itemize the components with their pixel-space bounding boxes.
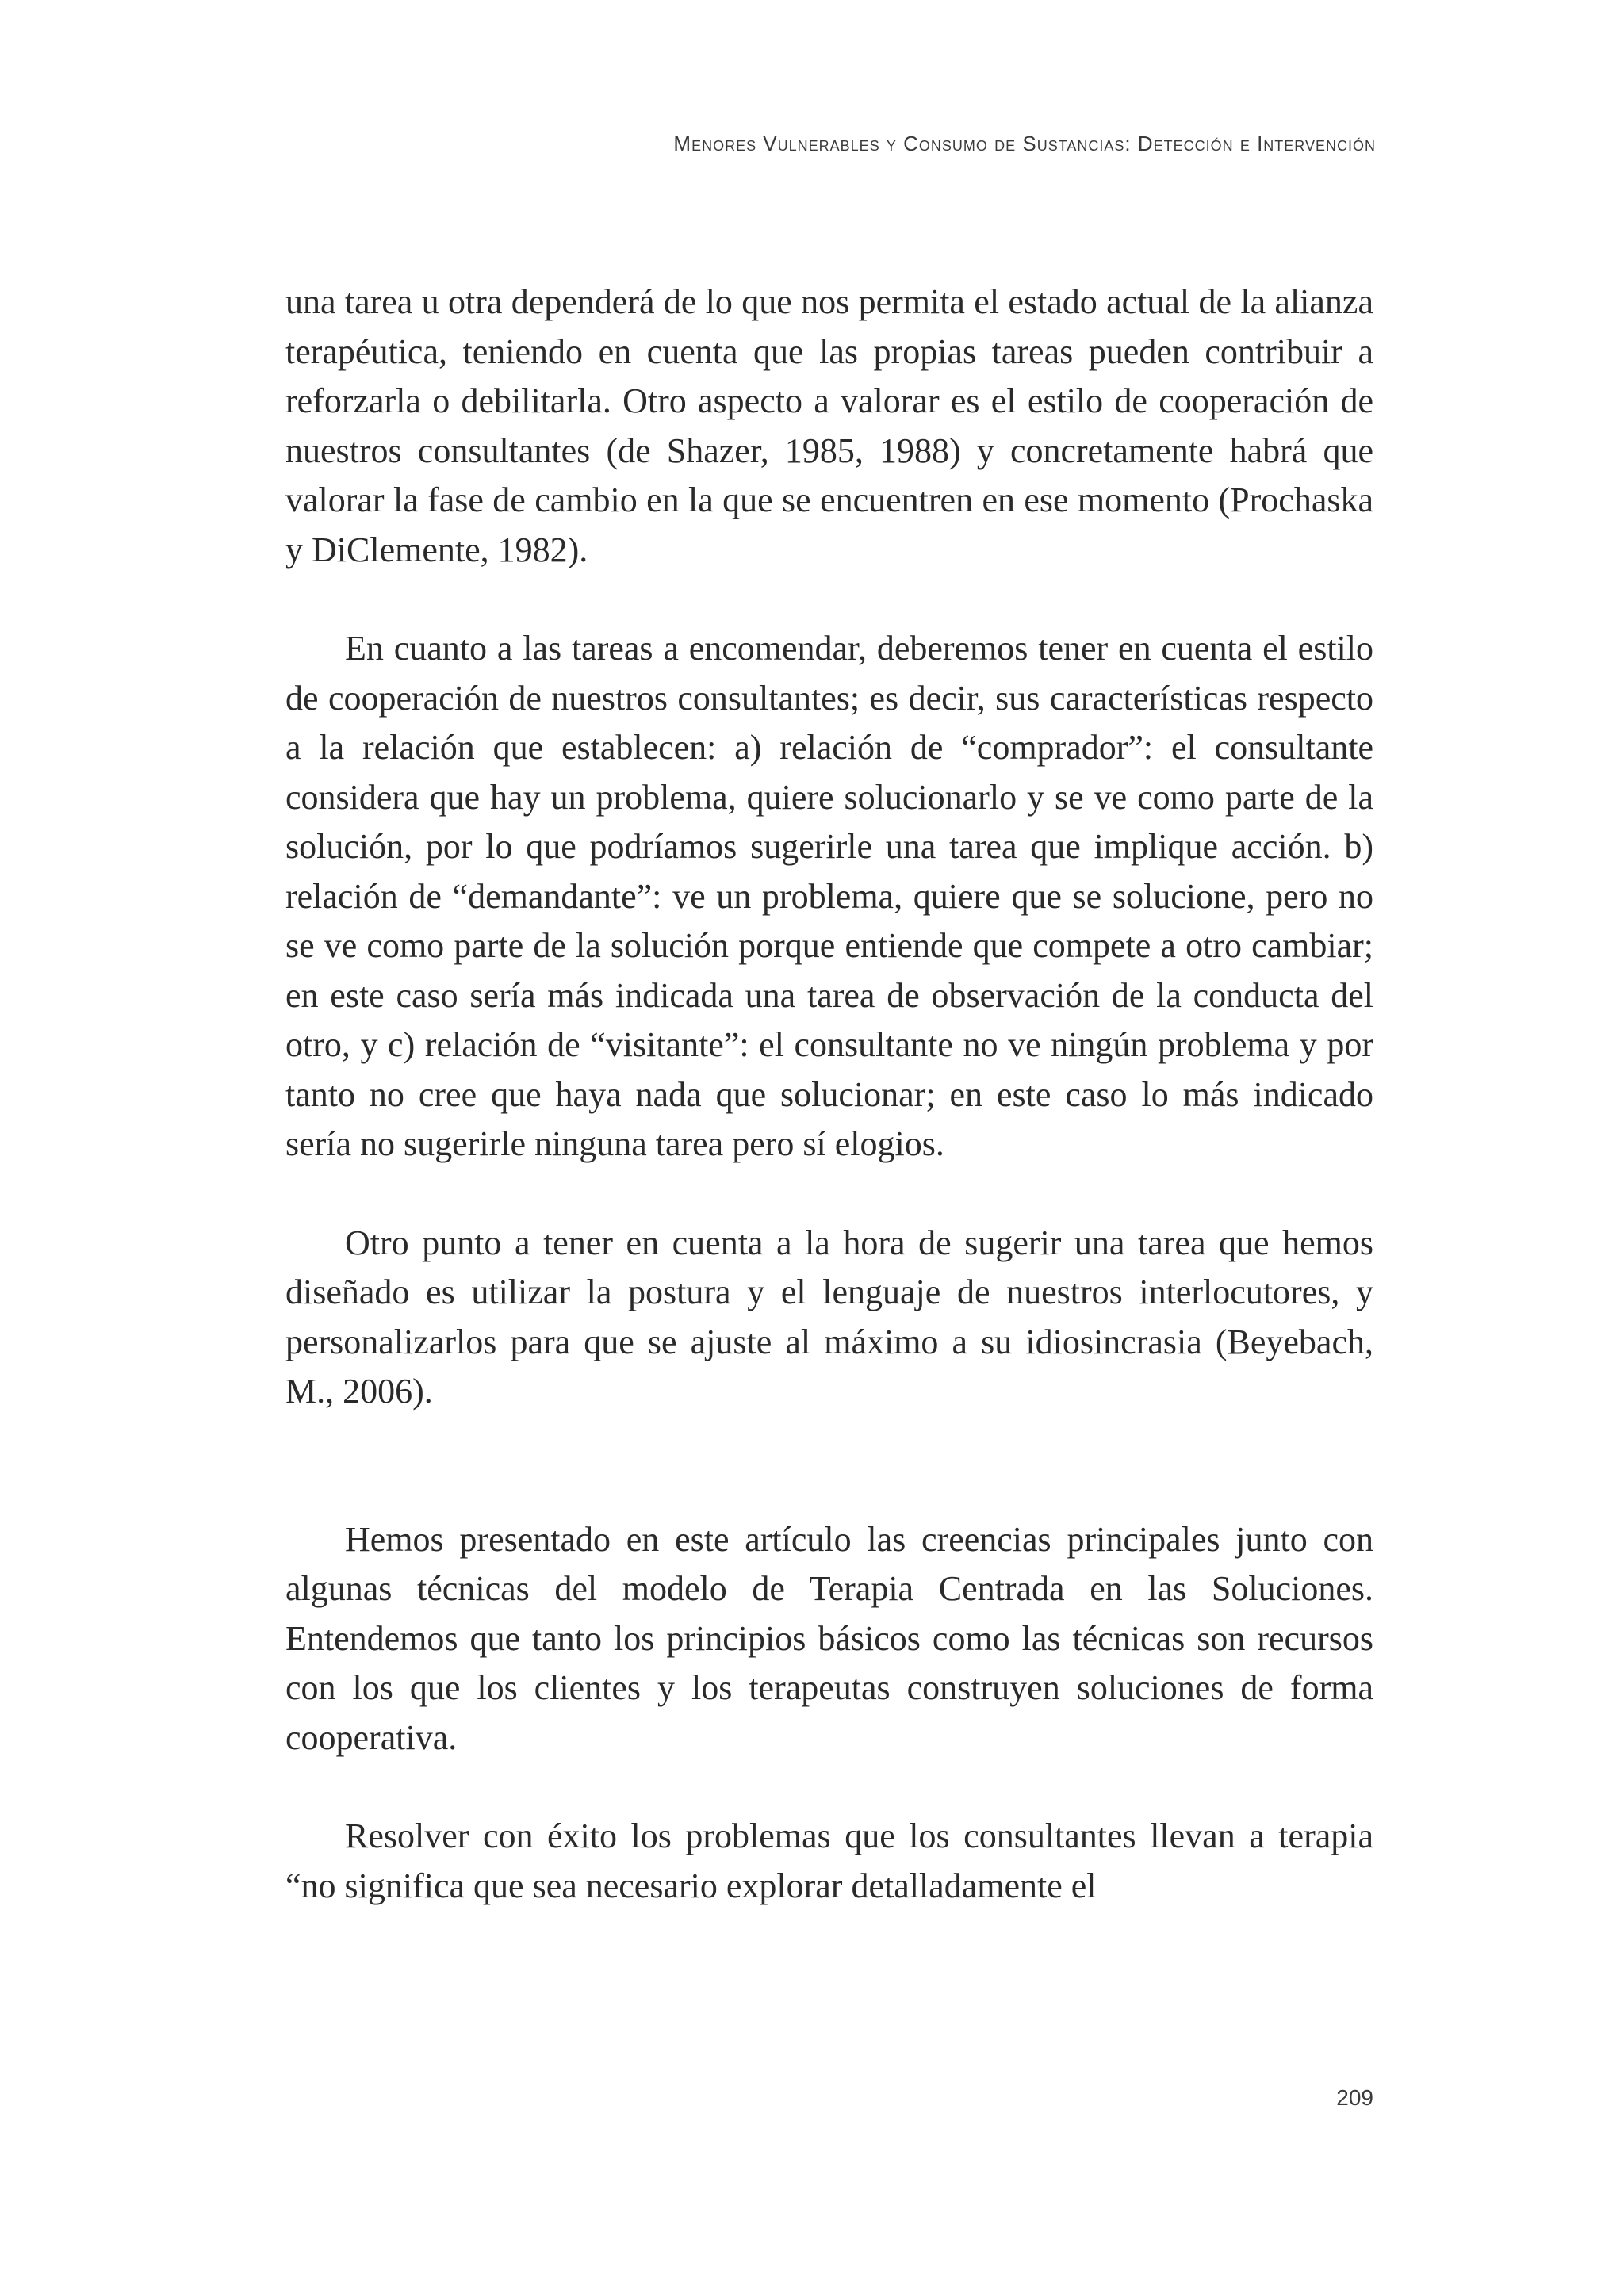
paragraph-3: Otro punto a tener en cuenta a la hora de sugerir una tarea que hemos diseñado es utilizar la postura y el lenguaje de nuestros interlocutores, y personalizarlos para que se ajuste al máximo a su idiosincrasia (Beyebach, M., 2006). xyxy=(285,1223,1373,1411)
paragraph-4: Hemos presentado en este artículo las creencias principales junto con algunas técnicas del modelo de Terapia Centrada en las Soluciones. Entendemos que tanto los principios básicos como las técnicas son recursos con los que los clientes y los terapeutas construyen soluciones de forma cooperativa. xyxy=(285,1519,1373,1757)
page-number: 209 xyxy=(1336,2085,1373,2110)
running-header: Menores Vulnerables y Consumo de Sustancias: Detección e Intervención xyxy=(673,132,1376,155)
body-text xyxy=(285,278,1373,1911)
paragraph-5: Resolver con éxito los problemas que los consultantes llevan a terapia “no significa que sea necesario explorar detalladamente el xyxy=(285,1816,1373,1905)
paragraph-1: una tarea u otra dependerá de lo que nos permita el estado actual de la alianza terapéutica, teniendo en cuenta que las propias tareas pueden contribuir a reforzarla o debilitarla. Otro aspecto a valorar es el estilo de cooperación de nuestros consultantes (de Shazer, 1985, 1988) y concretamente habrá que valorar la fase de cambio en la que se encuentren en ese momento (Prochaska y DiClemente, 1982). xyxy=(285,282,1373,569)
paragraph-2: En cuanto a las tareas a encomendar, deberemos tener en cuenta el estilo de cooperación de nuestros consultantes; es decir, sus características respecto a la relación que establecen: a) relación de “comprador”: el consultante considera que hay un problema, quiere solucionarlo y se ve como parte de la solución, por lo que podríamos sugerirle una tarea que implique acción. b) relación de “demandante”: ve un problema, quiere que se solucione, pero no se ve como parte de la solución porque entiende que compete a otro cambiar; en este caso sería más indicada una tarea de observación de la conducta del otro, y c) relación de “visitante”: el consultante no ve ningún problema y por tanto no cree que haya nada que solucionar; en este caso lo más indicado sería no sugerirle ninguna tarea pero sí elogios. xyxy=(285,629,1373,1163)
